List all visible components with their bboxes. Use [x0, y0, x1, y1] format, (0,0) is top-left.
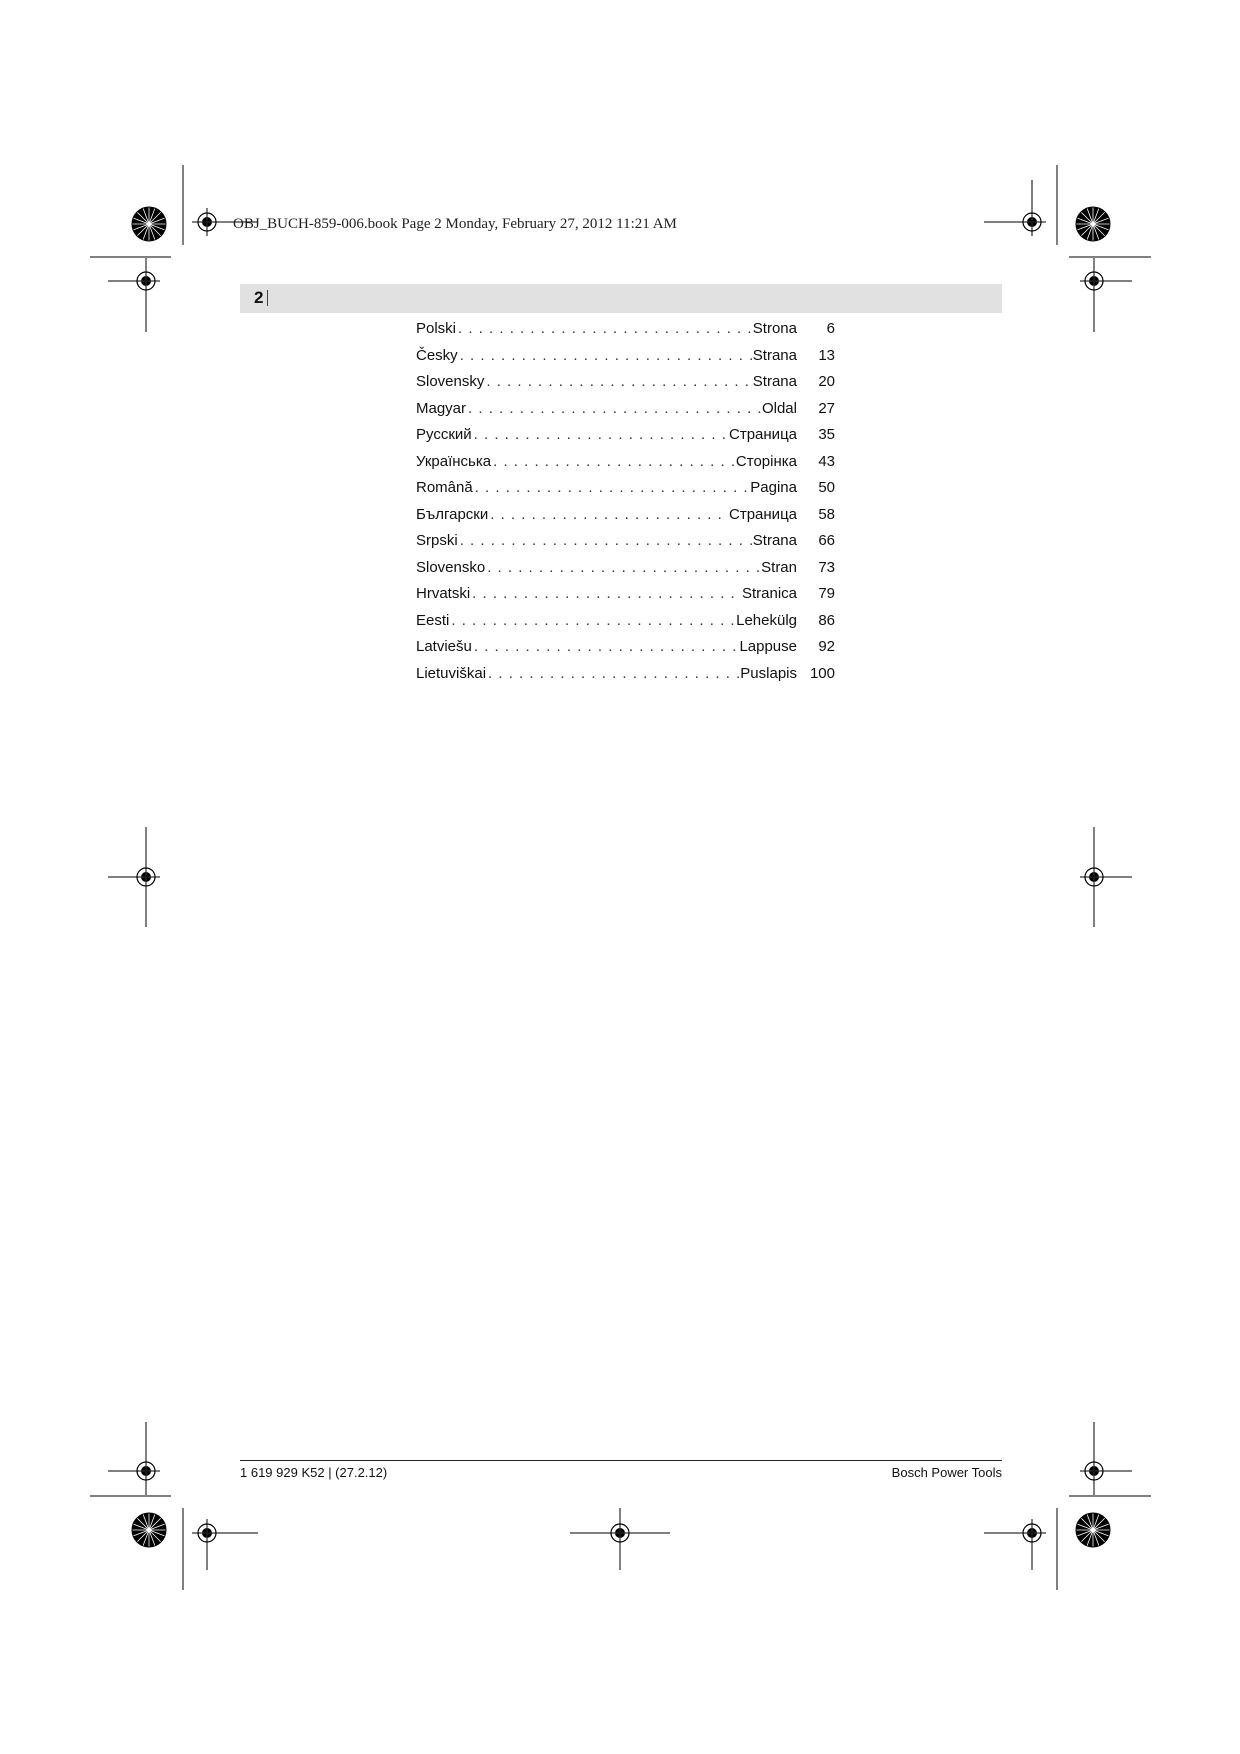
color-bar-star-mark — [1076, 1513, 1110, 1547]
toc-page-label: Strana — [752, 532, 797, 549]
toc-leader-dots — [456, 320, 753, 337]
toc-language: Srpski — [416, 532, 458, 549]
toc-leader-dots — [458, 347, 753, 364]
toc-page-label: Stran — [761, 558, 797, 576]
toc-page-label: Puslapis — [740, 664, 797, 682]
toc-language: Lietuviškai — [416, 664, 487, 682]
toc-page-label: Stranica — [741, 585, 797, 602]
toc-language: Eesti — [416, 611, 450, 629]
toc-page-number: 66 — [818, 532, 835, 549]
toc-leader-dots — [491, 453, 736, 470]
toc-page-number: 6 — [826, 320, 835, 337]
toc-page-label: Lehekülg — [736, 611, 797, 629]
toc-leader-dots — [470, 585, 742, 602]
toc-language: Română — [416, 479, 473, 496]
toc-page-label: Strana — [752, 346, 797, 364]
toc-leader-dots — [472, 426, 729, 443]
toc-entry[interactable] — [416, 638, 835, 665]
toc-entry[interactable] — [416, 612, 835, 639]
toc-leader-dots — [484, 373, 752, 390]
toc-page-label: Страница — [729, 505, 797, 523]
toc-entry[interactable] — [416, 320, 835, 347]
toc-page-number: 86 — [818, 611, 835, 629]
toc-page-number: 100 — [809, 664, 835, 682]
toc-page-label: Lappuse — [739, 638, 797, 655]
toc-page-number: 20 — [818, 373, 835, 390]
toc-language: Slovensky — [416, 373, 485, 390]
toc-language: Latviešu — [416, 638, 472, 655]
toc-entry[interactable] — [416, 665, 835, 692]
toc-page-number: 79 — [818, 585, 835, 602]
toc-leader-dots — [449, 612, 736, 629]
toc-page-label: Strana — [752, 373, 797, 390]
page-number-divider — [267, 290, 268, 306]
toc-page-number: 73 — [818, 558, 835, 576]
toc-leader-dots — [473, 479, 751, 496]
toc-page-label: Oldal — [761, 399, 797, 417]
toc-leader-dots — [486, 665, 740, 682]
toc-page-number: 58 — [818, 505, 835, 523]
toc-entry[interactable] — [416, 506, 835, 533]
toc-page-label: Strona — [752, 320, 797, 337]
toc-leader-dots — [488, 506, 729, 523]
toc-language: Русский — [416, 426, 472, 443]
toc-leader-dots — [466, 400, 762, 417]
color-bar-star-mark — [1076, 207, 1110, 241]
print-slug-line: OBJ_BUCH-859-006.book Page 2 Monday, February 27, 2012 11:21 AM — [233, 216, 677, 232]
toc-entry[interactable] — [416, 585, 835, 612]
toc-language: Polski — [416, 320, 457, 337]
toc-leader-dots — [458, 532, 753, 549]
toc-page-number: 92 — [818, 638, 835, 655]
toc-page-number: 43 — [818, 452, 835, 470]
toc-leader-dots — [485, 559, 761, 576]
toc-page-number: 35 — [818, 426, 835, 443]
footer-document-code: 1 619 929 K52 | (27.2.12) — [240, 1465, 388, 1480]
page-number: 2 — [254, 288, 264, 307]
toc-entry[interactable] — [416, 373, 835, 400]
page-header-bar — [240, 284, 1002, 313]
toc-language: Български — [416, 505, 489, 523]
footer-brand: Bosch Power Tools — [891, 1465, 1002, 1480]
toc-page-label: Pagina — [750, 479, 797, 496]
toc-entry[interactable] — [416, 453, 835, 480]
toc-entry[interactable] — [416, 532, 835, 559]
toc-leader-dots — [472, 638, 740, 655]
toc-entry[interactable] — [416, 426, 835, 453]
toc-language: Magyar — [416, 399, 467, 417]
toc-language: Česky — [416, 346, 458, 364]
toc-language: Slovensko — [416, 558, 486, 576]
toc-entry[interactable] — [416, 479, 835, 506]
table-of-contents — [416, 320, 835, 691]
toc-entry[interactable] — [416, 400, 835, 427]
toc-page-number: 50 — [818, 479, 835, 496]
toc-language: Hrvatski — [416, 585, 471, 602]
toc-page-number: 27 — [818, 399, 835, 417]
footer-rule — [240, 1460, 1002, 1461]
toc-page-label: Страница — [729, 426, 797, 443]
toc-page-label: Сторінка — [735, 452, 797, 470]
toc-entry[interactable] — [416, 559, 835, 586]
toc-entry[interactable] — [416, 347, 835, 374]
color-bar-star-mark — [132, 1513, 166, 1547]
toc-page-number: 13 — [818, 346, 835, 364]
color-bar-star-mark — [132, 207, 166, 241]
toc-language: Українська — [416, 452, 492, 470]
